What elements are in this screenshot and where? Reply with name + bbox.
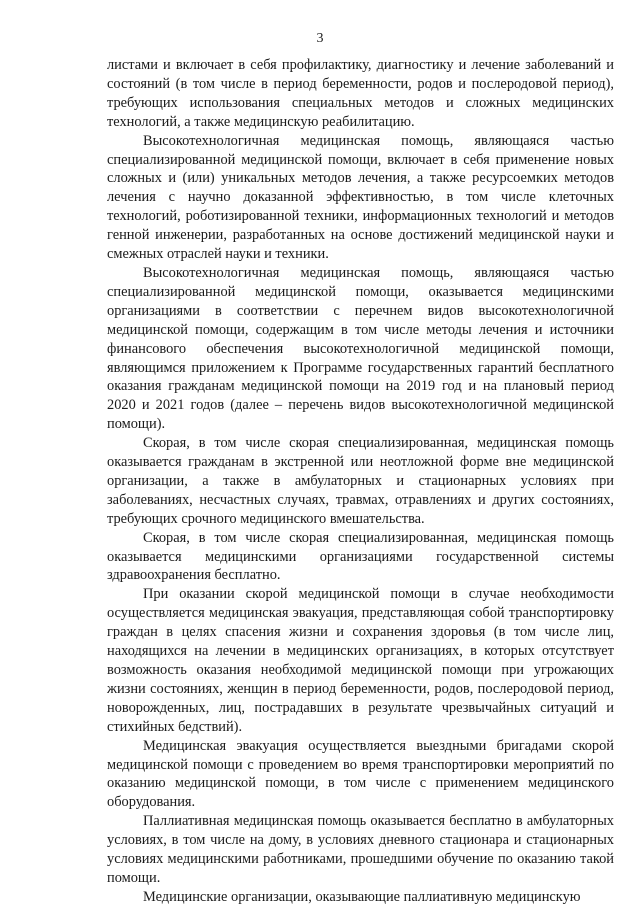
paragraph-palliative-organizations: Медицинские организации, оказывающие паллиативную медицинскую bbox=[143, 888, 581, 905]
paragraph-high-tech-provision: Высокотехнологичная медицинская помощь, являющаяся частью специализированной медицинской помощи, оказывается медицинскими организациями в соответствии с перечнем видов высокотехнологичной медицинской помощи, содержащим в том числе методы лечения и источники финансового обеспечения высокотехнологичной медицинской помощи, являющимся приложением к Программе государственных гарантий бесплатного оказания гражданам медицинской помощи на 2019 год и на плановый период 2020 и 2021 годов (далее – перечень видов высокотехнологичной медицинской помощи). bbox=[107, 264, 614, 433]
paragraph-high-tech-definition: Высокотехнологичная медицинская помощь, являющаяся частью специализированной медицинской помощи, включает в себя применение новых сложных и (или) уникальных методов лечения, а также ресурсоемких методов лечения с научно доказанной эффективностью, в том числе клеточных технологий, роботизированной техники, информационных технологий и методов генной инженерии, разработанных на основе достижений медицинской науки и смежных отраслей науки и техники. bbox=[107, 132, 614, 263]
page-number: 3 bbox=[316, 31, 324, 46]
paragraph-evacuation-teams: Медицинская эвакуация осуществляется выездными бригадами скорой медицинской помощи с проведением во время транспортировки мероприятий по оказанию медицинской помощи, в том числе с применением медицинского оборудования. bbox=[107, 737, 614, 811]
paragraph-palliative-care: Паллиативная медицинская помощь оказывается бесплатно в амбулаторных условиях, в том числе на дому, в условиях дневного стационара и стационарных условиях медицинскими работниками, прошедшими обучение по оказанию такой помощи. bbox=[107, 813, 614, 886]
document-body bbox=[107, 56, 614, 907]
paragraph-medical-evacuation: При оказании скорой медицинской помощи в случае необходимости осуществляется медицинская эвакуация, представляющая собой транспортировку граждан в целях спасения жизни и сохранения здоровья (в том числе лиц, находящихся на лечении в медицинских организациях, в которых отсутствует возможность оказания необходимой медицинской помощи при угрожающих жизни состояниях, женщин в период беременности, родов, послеродовой период, новорожденных, лиц, пострадавших в результате чрезвычайных ситуаций и стихийных бедствий). bbox=[107, 586, 614, 735]
paragraph-emergency-free: Скорая, в том числе скорая специализированная, медицинская помощь оказывается медицинскими организациями государственной системы здравоохранения бесплатно. bbox=[107, 529, 614, 584]
paragraph-continuation: листами и включает в себя профилактику, диагностику и лечение заболеваний и состояний (в том числе в период беременности, родов и послеродовой период), требующих использования специальных методов и сложных медицинских технологий, а также медицинскую реабилитацию. bbox=[107, 57, 614, 130]
paragraph-emergency-care: Скорая, в том числе скорая специализированная, медицинская помощь оказывается гражданам в экстренной или неотложной форме вне медицинской организации, а также в амбулаторных и стационарных условиях при заболеваниях, несчастных случаях, травмах, отравлениях и других состояниях, требующих срочного медицинского вмешательства. bbox=[107, 435, 614, 527]
